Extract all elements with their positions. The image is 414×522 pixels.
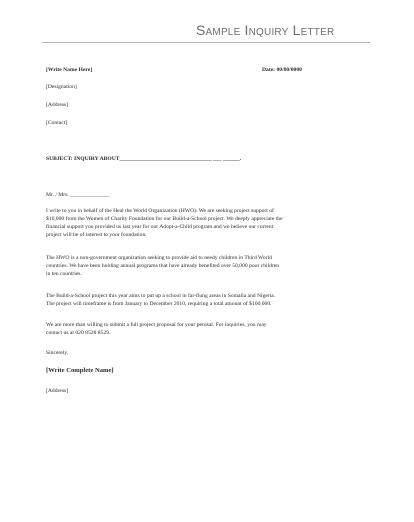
signature-address: [Address]	[46, 388, 69, 394]
closing: Sincerely,	[46, 350, 69, 356]
document-title: Sample Inquiry Letter	[196, 22, 335, 38]
paragraph-line: contact us at 020 8528 8529.	[46, 330, 111, 336]
letter-date: Date: 00/00/0000	[262, 67, 302, 73]
paragraph-line: countries. We have been holding annual programs that have already benefited over 50,000 poor children	[46, 263, 280, 269]
paragraph-line: $10,000 from the Women of Charity Foundation for our Build-a-School project. We deeply appreciate the	[46, 216, 283, 222]
sender-name: [Write Name Here]	[46, 67, 93, 73]
paragraph	[46, 207, 366, 239]
paragraph-line: The project will timeframe is from January to December 2010, requiring a total amount of $100,000.	[46, 301, 272, 307]
paragraph	[46, 292, 366, 308]
title-divider	[42, 42, 370, 43]
paragraph-line: The HWO is a non-government organization seeking to provide aid to needy children in Third World	[46, 255, 272, 261]
sender-contact: [Contact]	[46, 120, 68, 126]
salutation: Mr. / Mrs. ______________	[46, 192, 110, 198]
paragraph-line: in ten countries.	[46, 271, 82, 277]
subject-line: SUBJECT: INQUIRY ABOUT_________________________________ ___ ______.	[46, 156, 242, 162]
sender-address: [Address]	[46, 102, 69, 108]
paragraph-line: We are more than willing to submit a full project proposal for your perusal. For inquiries, you may	[46, 322, 267, 328]
paragraph-line: I write to you in behalf of the Heal the World Organization (HWO). We are seeking project support of	[46, 208, 274, 214]
signature-name: [Write Complete Name]	[46, 367, 114, 374]
sender-designation: [Designation]	[46, 84, 77, 90]
paragraph-line: The Build-a-School project this year aims to put up a school in far-flung areas in Somalia and Nigeria.	[46, 293, 276, 299]
paragraph	[46, 254, 366, 278]
paragraph-line: project will be of interest to your foundation.	[46, 232, 147, 238]
paragraph	[46, 321, 366, 337]
paragraph-line: financial support you provided us last year for our Adopt-a-Child program and we believe our current	[46, 224, 274, 230]
